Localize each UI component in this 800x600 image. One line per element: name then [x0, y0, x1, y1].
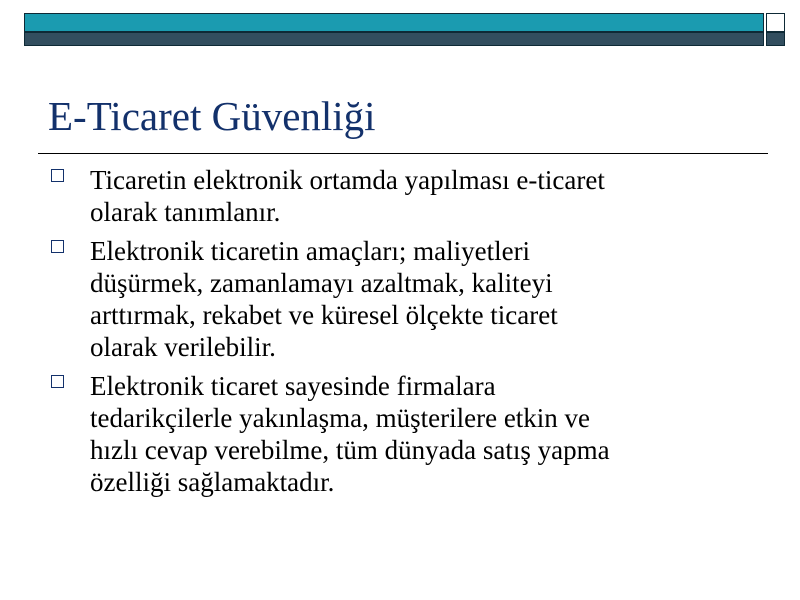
bullet-line: hızlı cevap verebilme, tüm dünyada satış yapma	[90, 435, 610, 465]
bullet-line: düşürmek, zamanlamayı azaltmak, kaliteyi	[90, 268, 553, 298]
bullet-line: tedarikçilerle yakınlaşma, müşterilere etkin ve	[90, 403, 591, 433]
hollow-square-icon	[51, 240, 64, 253]
slide-title: E-Ticaret Güvenliği	[48, 93, 376, 139]
hollow-square-icon	[51, 375, 64, 388]
hollow-square-icon	[51, 169, 64, 182]
header-bar-teal	[24, 13, 764, 32]
header-square-dark	[766, 32, 785, 46]
bullet-list	[48, 164, 748, 505]
bullet-line: özelliği sağlamaktadır.	[90, 467, 335, 497]
bullet-line: Elektronik ticaretin amaçları; maliyetleri	[90, 236, 531, 266]
bullet-item	[48, 164, 748, 228]
bullet-item	[48, 370, 748, 498]
bullet-line: arttırmak, rekabet ve küresel ölçekte ticaret	[90, 300, 558, 330]
header-square-light	[766, 13, 785, 32]
bullet-line: Elektronik ticaret sayesinde firmalara	[90, 371, 496, 401]
bullet-line: olarak tanımlanır.	[90, 197, 281, 227]
header-bar-dark	[24, 32, 764, 46]
title-divider	[38, 153, 768, 154]
bullet-item	[48, 235, 748, 363]
bullet-line: olarak verilebilir.	[90, 332, 276, 362]
bullet-line: Ticaretin elektronik ortamda yapılması e-ticaret	[90, 165, 605, 195]
